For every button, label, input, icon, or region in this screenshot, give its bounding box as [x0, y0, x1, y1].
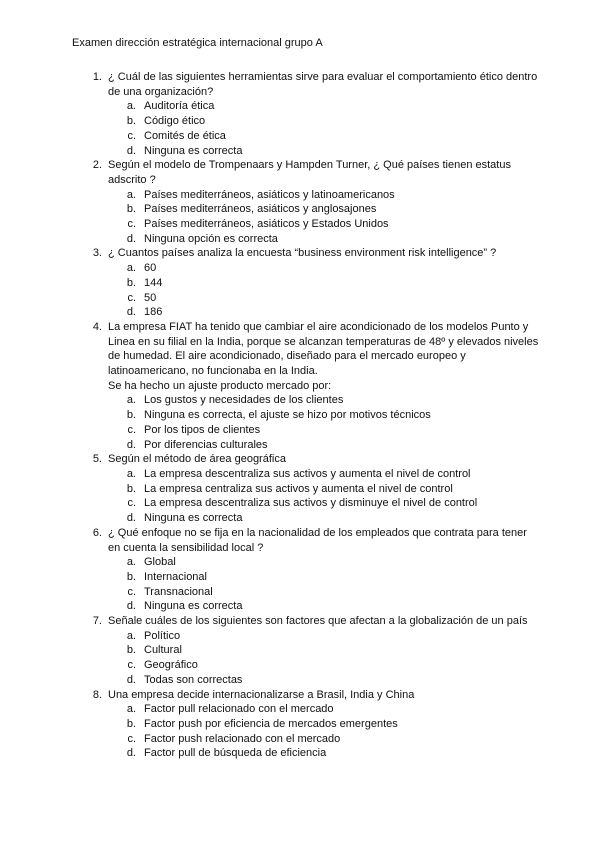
option-letter: b.: [126, 644, 136, 657]
option-letter: c.: [127, 497, 136, 510]
option-text: 186: [144, 306, 163, 319]
option-letter: c.: [127, 423, 136, 436]
option-letter: c.: [127, 129, 136, 142]
question-text: [108, 614, 542, 629]
answer-option: [72, 188, 542, 203]
option-letter: d.: [126, 144, 136, 157]
option-letter: c.: [127, 732, 136, 745]
option-letter: a.: [126, 188, 136, 201]
option-text: Por los tipos de clientes: [144, 423, 261, 436]
option-text: Factor push relacionado con el mercado: [144, 732, 341, 745]
option-text: Ninguna es correcta: [144, 512, 243, 525]
option-letter: d.: [126, 600, 136, 613]
answer-option: [72, 555, 542, 570]
answer-option: [72, 717, 542, 732]
question-paragraph: Una empresa decide internacionalizarse a Brasil, India y China: [108, 688, 415, 701]
answer-option: [72, 393, 542, 408]
option-text: Global: [144, 556, 176, 569]
option-letter: c.: [127, 659, 136, 672]
option-letter: b.: [126, 482, 136, 495]
option-text: 60: [144, 262, 157, 275]
question-number: 2.: [92, 159, 102, 172]
answer-option: [72, 482, 542, 497]
question-paragraph: Se ha hecho un ajuste producto mercado por:: [108, 379, 332, 392]
option-letter: b.: [126, 203, 136, 216]
option-text: Político: [144, 629, 181, 642]
answer-option: [72, 202, 542, 217]
option-letter: a.: [126, 100, 136, 113]
answer-option: [72, 496, 542, 511]
question-1: [72, 70, 542, 99]
option-text: Países mediterráneos, asiáticos y Estados Unidos: [144, 218, 389, 231]
question-list: [72, 70, 542, 761]
option-text: La empresa descentraliza sus activos y disminuye el nivel de control: [144, 497, 478, 510]
option-letter: b.: [126, 570, 136, 583]
answer-option: [72, 658, 542, 673]
question-8: [72, 688, 542, 703]
option-text: Ninguna es correcta: [144, 144, 243, 157]
answer-option: [72, 291, 542, 306]
answer-option: [72, 144, 542, 159]
answer-option: [72, 746, 542, 761]
question-number: 1.: [92, 71, 102, 83]
question-paragraph: ¿ Qué enfoque no se fija en la nacionalidad de los empleados que contrata para tener en cuenta la sensibilidad local ?: [108, 526, 527, 554]
answer-option: [72, 276, 542, 291]
option-letter: c.: [127, 218, 136, 231]
option-letter: d.: [126, 673, 136, 686]
answer-option: [72, 261, 542, 276]
question-3: [72, 246, 542, 261]
question-paragraph: ¿ Cuantos países analiza la encuesta “business environment risk intelligence” ?: [108, 247, 497, 260]
option-text: 144: [144, 276, 163, 289]
option-letter: a.: [126, 394, 136, 407]
question-text: [108, 688, 542, 703]
answer-option: [72, 570, 542, 585]
option-letter: a.: [126, 262, 136, 275]
option-letter: b.: [126, 115, 136, 128]
question-paragraph: La empresa FIAT ha tenido que cambiar el aire acondicionado de los modelos Punto y Linea en su filial en la India, porque se alcanzan temperaturas de 48º y elevados niveles de humedad. El aire acondicionado, diseñado para el mercado europeo y latinoamericano, no funcionaba en la India.: [108, 320, 539, 378]
question-text: [108, 452, 542, 467]
answer-option: [72, 511, 542, 526]
answer-option: [72, 305, 542, 320]
answer-option: [72, 114, 542, 129]
option-letter: c.: [127, 291, 136, 304]
question-text: [108, 158, 542, 187]
question-number: 3.: [92, 247, 102, 260]
option-text: Ninguna opción es correcta: [144, 232, 278, 245]
option-letter: b.: [126, 276, 136, 289]
option-letter: d.: [126, 232, 136, 245]
option-letter: b.: [126, 717, 136, 730]
option-letter: a.: [126, 629, 136, 642]
option-letter: d.: [126, 747, 136, 760]
answer-option: [72, 629, 542, 644]
answer-option: [72, 232, 542, 247]
option-letter: b.: [126, 409, 136, 422]
question-number: 7.: [92, 615, 102, 628]
option-letter: a.: [126, 556, 136, 569]
answer-option: [72, 643, 542, 658]
option-text: La empresa descentraliza sus activos y aumenta el nivel de control: [144, 467, 471, 480]
option-text: Ninguna es correcta, el ajuste se hizo por motivos técnicos: [144, 409, 431, 422]
option-text: Países mediterráneos, asiáticos y latinoamericanos: [144, 188, 395, 201]
answer-option: [72, 732, 542, 747]
option-text: Comités de ética: [144, 129, 226, 142]
question-number: 5.: [92, 453, 102, 466]
answer-option: [72, 423, 542, 438]
question-paragraph: Señale cuáles de los siguientes son factores que afectan a la globalización de un país: [108, 615, 528, 628]
option-text: Cultural: [144, 644, 182, 657]
answer-option: [72, 217, 542, 232]
option-letter: a.: [126, 467, 136, 480]
answer-option: [72, 129, 542, 144]
option-letter: a.: [126, 703, 136, 716]
option-text: Por diferencias culturales: [144, 438, 268, 451]
option-text: Factor pull relacionado con el mercado: [144, 703, 334, 716]
question-number: 4.: [92, 320, 102, 333]
answer-option: [72, 99, 542, 114]
option-text: Código ético: [144, 115, 206, 128]
question-4: [72, 320, 542, 394]
question-paragraph: Según el modelo de Trompenaars y Hampden Turner, ¿ Qué países tienen estatus adscrito ?: [108, 159, 511, 186]
question-7: [72, 614, 542, 629]
answer-option: [72, 599, 542, 614]
question-text: [108, 526, 542, 555]
option-letter: d.: [126, 306, 136, 319]
option-text: Auditoría ética: [144, 100, 215, 113]
option-text: Todas son correctas: [144, 673, 243, 686]
option-text: Países mediterráneos, asiáticos y anglosajones: [144, 203, 377, 216]
question-5: [72, 452, 542, 467]
option-letter: d.: [126, 512, 136, 525]
question-text: [108, 70, 542, 99]
option-letter: d.: [126, 438, 136, 451]
question-text: [108, 320, 542, 394]
question-6: [72, 526, 542, 555]
option-text: Factor pull de búsqueda de eficiencia: [144, 747, 327, 760]
answer-option: [72, 438, 542, 453]
option-text: Internacional: [144, 570, 207, 583]
option-text: Los gustos y necesidades de los clientes: [144, 394, 344, 407]
option-text: La empresa centraliza sus activos y aumenta el nivel de control: [144, 482, 453, 495]
option-text: Transnacional: [144, 585, 213, 598]
option-text: 50: [144, 291, 157, 304]
question-paragraph: Según el método de área geográfica: [108, 453, 286, 466]
question-number: 8.: [92, 688, 102, 701]
answer-option: [72, 467, 542, 482]
answer-option: [72, 585, 542, 600]
option-text: Factor push por eficiencia de mercados emergentes: [144, 717, 398, 730]
document-title: Examen dirección estratégica internacional grupo A: [72, 37, 323, 49]
option-letter: c.: [127, 585, 136, 598]
question-2: [72, 158, 542, 187]
answer-option: [72, 673, 542, 688]
answer-option: [72, 702, 542, 717]
option-text: Geográfico: [144, 659, 198, 672]
option-text: Ninguna es correcta: [144, 600, 243, 613]
question-text: [108, 246, 542, 261]
question-paragraph: ¿ Cuál de las siguientes herramientas sirve para evaluar el comportamiento ético dentro de una organización?: [108, 71, 538, 98]
answer-option: [72, 408, 542, 423]
question-number: 6.: [92, 526, 102, 539]
